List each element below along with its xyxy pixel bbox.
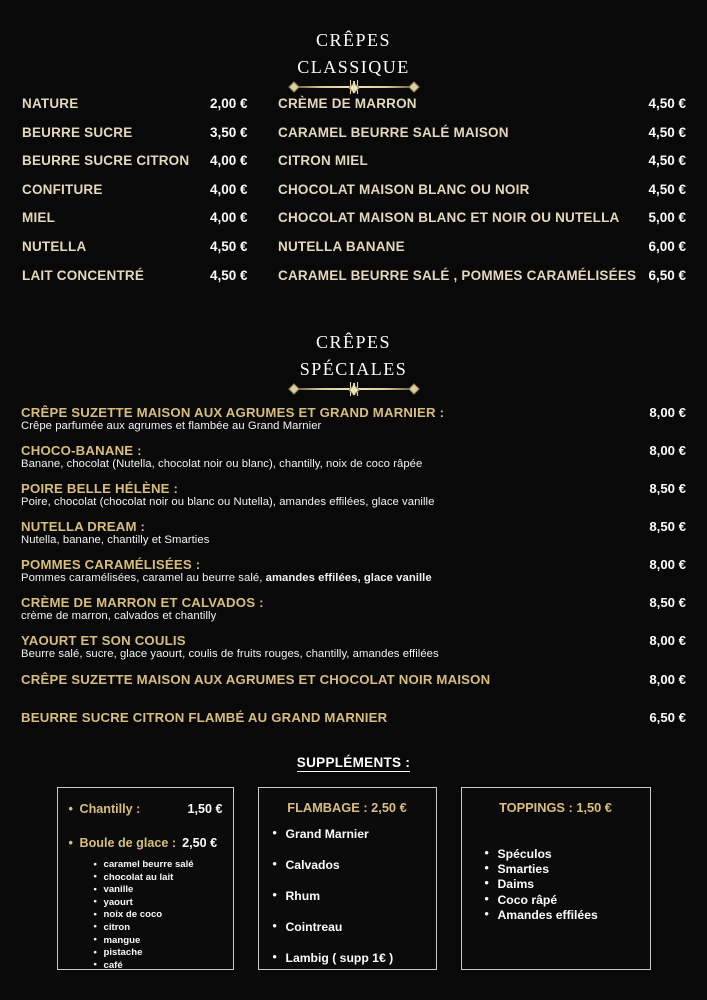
special-item-price: 8,50 € [649,595,686,610]
menu-item-price: 4,50 € [648,181,686,197]
divider-diamond-left [288,81,299,92]
menu-row [278,153,686,182]
special-item [21,672,686,687]
supplement-box-toppings [461,787,651,970]
ice-cream-flavor-list [94,859,233,972]
special-item-description [21,534,686,547]
menu-item-price: 4,50 € [648,96,686,111]
flavor-list-item: • noix de coco [94,909,233,922]
special-item-description [21,648,686,661]
menu-item-price: 5,00 € [648,210,686,226]
menu-row [278,182,686,211]
special-item-name: CRÊPE SUZETTE MAISON AUX AGRUMES ET CHOCOLAT NOIR MAISON [21,672,491,687]
menu-row [22,239,268,268]
special-item-price: 6,50 € [649,710,686,725]
toppings-list-item: • Amandes effilées [485,908,650,923]
special-item-header [21,481,686,496]
flavor-list-item: • citron [94,922,233,935]
special-item-description [21,496,686,509]
flambage-list-item: • Lambig ( supp 1€ ) [273,952,436,965]
flambage-heading: FLAMBAGE : 2,50 € [287,800,407,815]
special-item-description [21,572,686,585]
special-item-price: 8,00 € [649,443,686,458]
menu-item-name: NUTELLA BANANE [278,238,405,254]
special-item-header [21,633,686,648]
menu-row [22,125,268,154]
toppings-list-item: • Coco râpé [485,893,650,908]
flambage-list-item: • Cointreau [273,921,436,934]
divider-ornament-classique [290,81,418,93]
divider-center-ornament [346,382,362,396]
menu-item-price: 4,00 € [210,181,248,197]
special-item-description [21,458,686,471]
menu-row [278,125,686,154]
special-item-description [21,420,686,433]
menu-row [278,96,686,125]
special-item-name: POIRE BELLE HÉLÈNE : [21,481,179,496]
special-item [21,405,686,433]
bullet-icon: • [68,836,73,850]
section-title-speciales-line2: spéciales [299,351,408,381]
section-header-speciales [0,328,707,395]
flavor-list-item: • yaourt [94,897,233,910]
toppings-list-item: • Spéculos [485,847,650,862]
menu-row [278,210,686,239]
menu-item-name: CHOCOLAT MAISON BLANC ET NOIR OU NUTELLA [278,210,620,226]
supplement-row-boule-de-glace [69,836,223,850]
supplement-box-chantilly [57,787,234,970]
special-item-header [21,710,686,725]
classic-crepes-list [0,96,707,296]
flambage-list-item: • Grand Marnier [273,828,436,841]
menu-item-price: 4,50 € [648,153,686,169]
bullet-icon: • [68,802,73,816]
menu-item-name: NUTELLA [22,238,87,254]
divider-ornament-speciales [290,383,418,395]
special-item-description-text: Crêpe parfumée aux agrumes et flambée au Grand Marnier [21,420,322,432]
menu-item-price: 6,00 € [648,238,686,254]
menu-item-name: BEURRE SUCRE [22,124,133,140]
menu-item-name: CONFITURE [22,181,103,197]
special-item-name: POMMES CARAMÉLISÉES : [21,557,201,572]
menu-item-name: CARAMEL BEURRE SALÉ , POMMES CARAMÉLISÉES [278,267,637,283]
menu-item-price: 4,00 € [210,210,248,226]
special-item-description-text: Nutella, banane, chantilly et Smarties [21,534,210,546]
special-item-name: CRÈME DE MARRON ET CALVADOS : [21,595,264,610]
menu-item-name: CARAMEL BEURRE SALÉ MAISON [278,124,509,140]
special-item-description-text: Poire, chocolat (chocolat noir ou blanc ou Nutella), amandes effilées, glace vanille [21,496,435,508]
menu-row [278,268,686,297]
special-item-description [21,610,686,623]
boule-de-glace-price: 2,50 € [182,836,218,850]
supplements-heading-text: SUPPLÉMENTS : [296,755,411,770]
special-item-header [21,672,686,687]
toppings-heading: TOPPINGS : 1,50 € [499,800,612,815]
flavor-list-item: • mangue [94,935,233,948]
menu-item-name: NATURE [22,96,79,111]
menu-item-price: 4,50 € [210,267,248,283]
special-item-price: 8,00 € [649,633,686,648]
boule-de-glace-label: Boule de glace : [79,836,177,850]
toppings-list-item: • Daims [485,877,650,892]
menu-item-name: MIEL [22,210,56,226]
flambage-list-item: • Calvados [273,859,436,872]
special-item-name: NUTELLA DREAM : [21,519,146,534]
supplements-heading [0,755,707,770]
menu-item-price: 3,50 € [210,124,248,140]
special-item-header [21,405,686,420]
special-item-description-text: Pommes caramélisées, caramel au beurre salé, [21,572,266,584]
special-item-description-text: Beurre salé, sucre, glace yaourt, coulis de fruits rouges, chantilly, amandes effilées [21,648,439,660]
special-item [21,710,686,725]
menu-row [22,182,268,211]
toppings-list-item: • Smarties [485,862,650,877]
menu-item-price: 2,00 € [210,96,248,111]
divider-diamond-left [288,383,299,394]
menu-item-name: LAIT CONCENTRÉ [22,267,145,283]
special-item [21,595,686,623]
section-title-classique-line1: crêpes [315,25,392,52]
flambage-list [273,828,436,965]
divider-center-ornament [346,80,362,94]
menu-item-name: BEURRE SUCRE CITRON [22,153,190,169]
special-item-description-text: crème de marron, calvados et chantilly [21,610,217,622]
flavor-list-item: • vanille [94,884,233,897]
special-item-name: YAOURT ET SON COULIS [21,633,186,648]
special-item-description-emphasis: amandes effilées, glace vanille [265,572,432,584]
special-item-name: CHOCO-BANANE : [21,443,142,458]
divider-diamond-right [408,383,419,394]
flavor-list-item: • chocolat au lait [94,872,233,885]
special-item-price: 8,50 € [649,519,686,534]
supplement-row-chantilly [69,802,223,816]
menu-row [278,239,686,268]
chantilly-price: 1,50 € [187,802,223,816]
special-item-header [21,443,686,458]
supplements-boxes [0,787,707,970]
supplement-box-flambage [258,787,437,970]
special-item-name: CRÊPE SUZETTE MAISON AUX AGRUMES ET GRAND MARNIER : [21,405,445,420]
special-item-description-text: Banane, chocolat (Nutella, chocolat noir ou blanc), chantilly, noix de coco râpée [21,458,423,470]
menu-item-price: 4,50 € [210,238,248,254]
classic-column-right [268,96,707,296]
special-item-name: BEURRE SUCRE CITRON FLAMBÉ AU GRAND MARNIER [21,710,388,725]
special-item [21,443,686,471]
flavor-list-item: • pistache [94,947,233,960]
toppings-list [485,847,650,923]
flambage-list-item: • Rhum [273,890,436,903]
menu-row [22,268,268,297]
special-item-price: 8,00 € [649,557,686,572]
menu-item-name: CRÈME DE MARRON [278,96,417,111]
menu-row [22,153,268,182]
flavor-list-item: • caramel beurre salé [94,859,233,872]
special-item-price: 8,50 € [649,481,686,496]
special-item-price: 8,00 € [649,672,686,687]
section-header-classique [0,26,707,93]
flavor-list-item: • café [94,960,233,973]
menu-item-name: CHOCOLAT MAISON BLANC OU NOIR [278,181,530,197]
special-item [21,519,686,547]
divider-diamond-right [408,81,419,92]
special-item-header [21,519,686,534]
special-item [21,633,686,661]
special-item-header [21,557,686,572]
menu-item-price: 6,50 € [648,267,686,283]
special-item-price: 8,00 € [649,405,686,420]
section-title-classique-line2: classique [297,49,410,79]
menu-item-price: 4,00 € [210,153,248,169]
special-item [21,481,686,509]
special-item-header [21,595,686,610]
menu-row [22,96,268,125]
menu-item-name: CITRON MIEL [278,153,368,169]
chantilly-label: Chantilly : [79,802,141,816]
menu-row [22,210,268,239]
menu-item-price: 4,50 € [648,124,686,140]
special-item [21,557,686,585]
section-title-speciales-line1: crêpes [315,327,392,354]
classic-column-left [0,96,268,296]
